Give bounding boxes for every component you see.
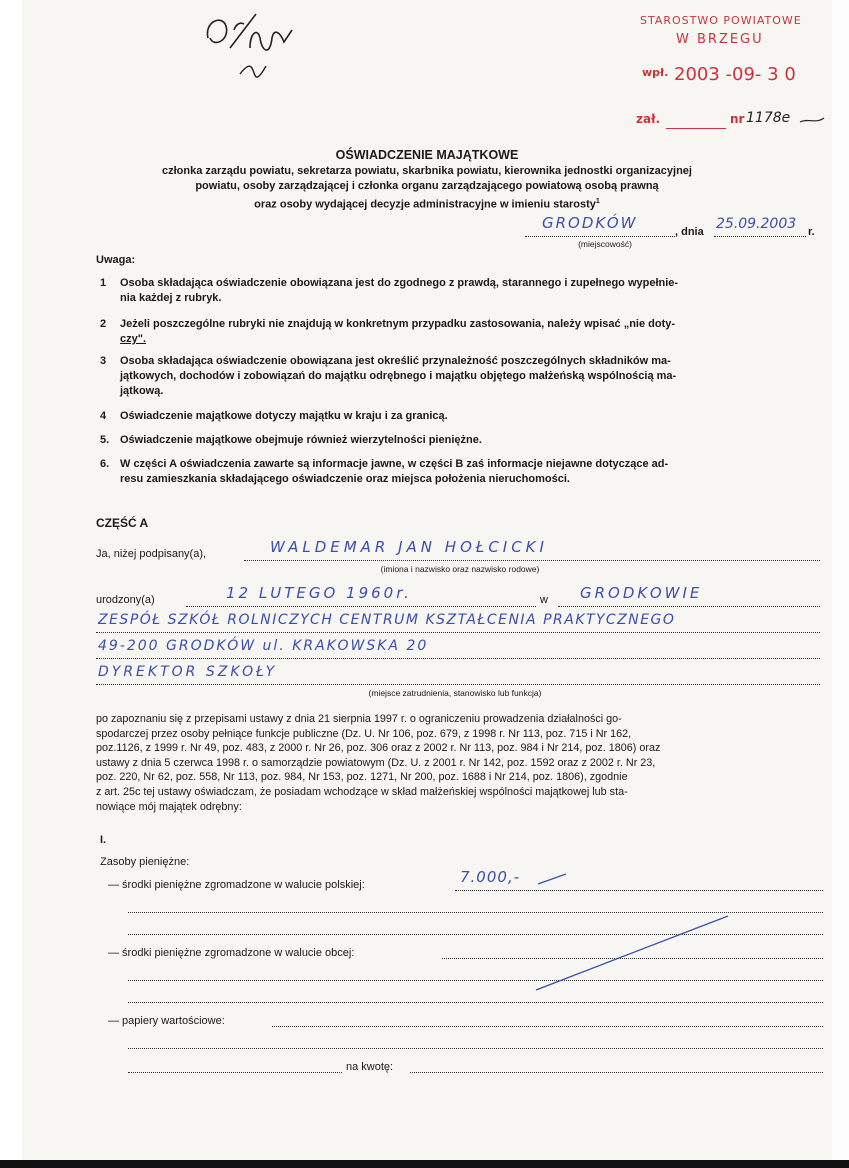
note-text-line: W części A oświadczenia zawarte są informacje jawne, w części B zaś informacje niejawne dotyczące ad-	[120, 458, 669, 470]
note-number: 1	[100, 277, 107, 289]
stamp-line1: STAROSTWO POWIATOWE	[640, 14, 802, 27]
born-place-value: GRODKOWIE	[580, 584, 703, 602]
note-number: 5.	[100, 434, 110, 446]
amount-label: na kwotę:	[346, 1061, 394, 1073]
legal-line: po zapoznaniu się z przepisami ustawy z dnia 21 sierpnia 1997 r. o ograniczeniu prowadzenia działalności go-	[96, 713, 622, 725]
document-subtitle-1: członka zarządu powiatu, sekretarza powiatu, skarbnika powiatu, kierownika jednostki organizacyjnej	[162, 165, 692, 177]
note-text: Oświadczenie majątkowe dotyczy majątku w kraju i za granicą.	[120, 410, 448, 422]
note-number: 3	[100, 355, 107, 367]
footnote-mark: 1	[595, 198, 600, 205]
born-value: 12 LUTEGO 1960r.	[226, 584, 412, 602]
ja-label: Ja, niżej podpisany(a),	[96, 548, 207, 560]
legal-line: nowiące mój majątek odrębny:	[96, 800, 242, 813]
note-text-line: jątkową.	[120, 385, 164, 397]
legal-line: ustawy z dnia 5 czerwca 1998 r. o samorządzie powiatowym (Dz. U. z 2001 r. Nr 142, poz. 1592 oraz z 2002 r. Nr 23,	[96, 756, 656, 769]
note-text-line: resu zamieszkania składającego oświadczenie oraz miejsca położenia nieruchomości.	[120, 473, 570, 485]
note-text-line: Jeżeli poszczególne rubryki nie znajdują w konkretnym przypadku zastosowania, należy wpisać „nie doty-	[120, 318, 676, 330]
foreign-label: — środki pieniężne zgromadzone w walucie obcej:	[108, 947, 355, 959]
document-subtitle-2: powiatu, osoby zarządzającej i członka organu zarządzającego powiatową osobą prawną	[195, 180, 659, 192]
note-text-line: Osoba składająca oświadczenie obowiązana jest do zgodnego z prawdą, starannego i zupełnego wypełnie-	[120, 277, 679, 289]
note-text-line: nia każdej z rubryk.	[120, 292, 222, 304]
place-caption: (miejscowość)	[578, 239, 632, 249]
dnia-label: , dnia	[675, 226, 704, 238]
name-caption: (imiona i nazwisko oraz nazwisko rodowe)	[380, 564, 540, 574]
work-value-3: DYREKTOR SZKOŁY	[98, 664, 278, 680]
legal-line: poz.1126, z 1999 r. Nr 49, poz. 483, z 2000 r. Nr 26, poz. 306 oraz z 2002 r. Nr 113, poz. 984 i Nr 214, poz. 1806) oraz	[96, 742, 661, 755]
document-subtitle-3-text: oraz osoby wydającej decyzje administracyjne w imieniu starosty	[254, 198, 596, 211]
pln-value: 7.000,-	[460, 868, 521, 886]
legal-line: z art. 25c tej ustawy oświadczam, że posiadam wchodzące w skład małżeńskiej wspólności majątkowej lub sta-	[96, 785, 628, 798]
legal-line: poz. 220, Nr 62, poz. 558, Nr 113, poz. 984, Nr 153, poz. 1271, Nr 200, poz. 1688 i Nr 214, poz. 1806), zgodnie	[96, 771, 628, 784]
stamp-nr-value: 1178e	[746, 110, 791, 126]
work-value-1: ZESPÓŁ SZKÓŁ ROLNICZYCH CENTRUM KSZTAŁCENIA PRAKTYCZNEGO	[98, 612, 676, 628]
section-heading: Zasoby pieniężne:	[100, 856, 190, 868]
pln-label: — środki pieniężne zgromadzone w walucie polskiej:	[108, 879, 365, 891]
stamp-zal-label: zał.	[636, 112, 661, 126]
work-caption: (miejsce zatrudnienia, stanowisko lub funkcja)	[368, 688, 542, 698]
note-number: 4	[100, 410, 107, 422]
place-value: GRODKÓW	[542, 214, 638, 232]
section-roman: I.	[100, 834, 107, 846]
stamp-nr-label: nr	[730, 112, 745, 126]
note-text: Oświadczenie majątkowe obejmuje również wierzytelności pieniężne.	[120, 434, 482, 446]
stamp-wpl-label: wpł.	[642, 66, 669, 79]
stamp-line2: W BRZEGU	[676, 32, 764, 47]
w-label: w	[540, 594, 548, 606]
legal-line: spodarczej przez osoby pełniące funkcje publiczne (Dz. U. Nr 106, poz. 679, z 1998 r. Nr 113, poz. 715 i Nr 162,	[96, 727, 632, 740]
securities-label: — papiery wartościowe:	[108, 1015, 225, 1027]
note-text-line: Osoba składająca oświadczenie obowiązana jest określić przynależność poszczególnych składników ma-	[120, 355, 671, 367]
note-text-line: jątkowych, dochodów i zobowiązań do majątku odrębnego i majątku objętego małżeńską wspólnością ma-	[120, 370, 677, 382]
born-label: urodzony(a)	[96, 594, 155, 606]
work-value-2: 49-200 GRODKÓW ul. KRAKOWSKA 20	[98, 638, 429, 654]
note-number: 2	[100, 318, 107, 330]
date-value: 25.09.2003	[716, 216, 797, 232]
part-a-heading: CZĘŚĆ A	[96, 516, 149, 530]
note-number: 6.	[100, 458, 110, 470]
uwaga-label: Uwaga:	[96, 254, 136, 266]
name-value: WALDEMAR JAN HOŁCICKI	[270, 538, 548, 556]
stamp-date: 2003 -09- 3 0	[674, 64, 796, 85]
r-label: r.	[808, 226, 815, 238]
document-title: OŚWIADCZENIE MAJĄTKOWE	[335, 148, 519, 162]
note-text-line: czy".	[120, 333, 147, 345]
